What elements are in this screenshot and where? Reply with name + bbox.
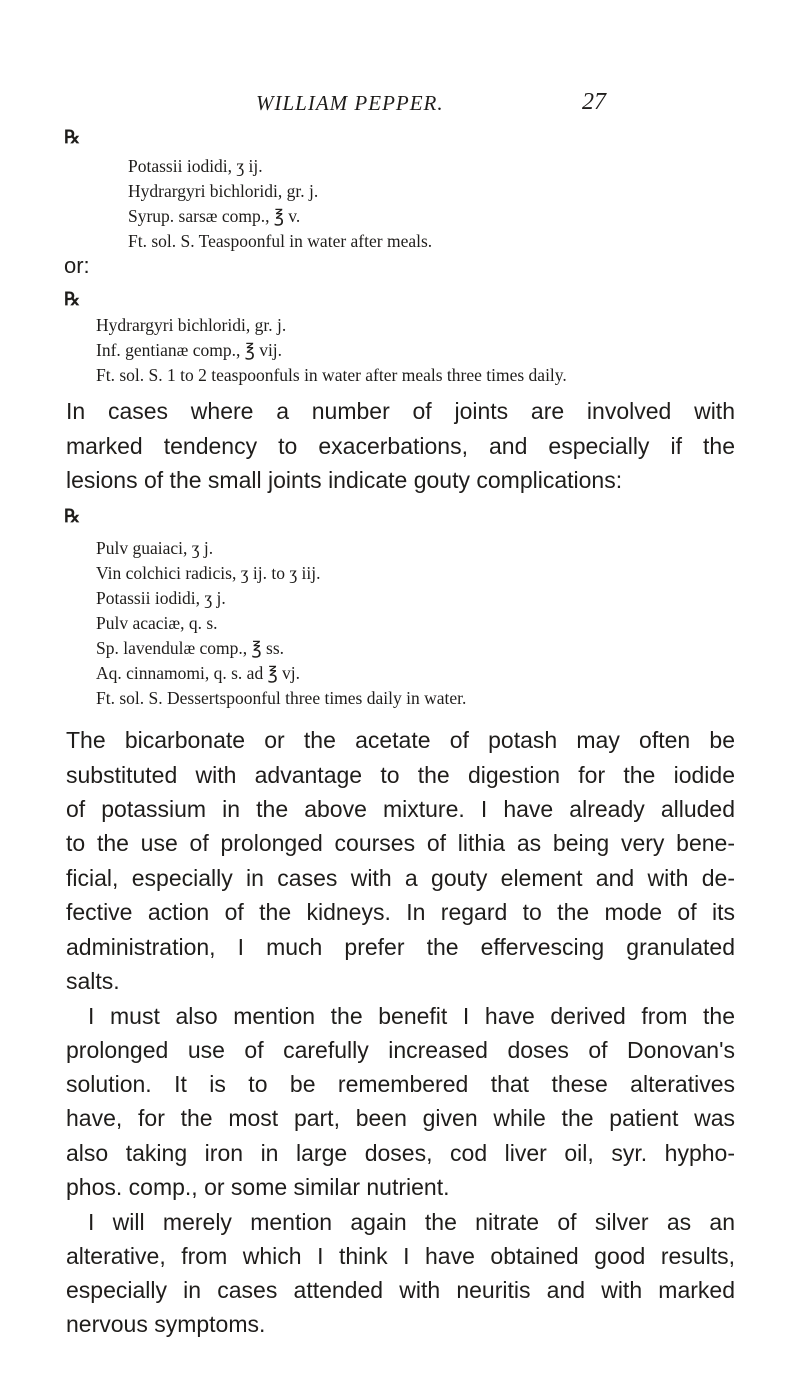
paragraph-line: marked tendency to exacerbations, and especially if the (66, 433, 735, 459)
prescription-line: Ft. sol. S. Dessertspoonful three times daily in water. (96, 688, 467, 708)
rx-symbol: ℞ (64, 289, 81, 309)
paragraph-line: I must also mention the benefit I have derived from the (88, 1003, 735, 1029)
paragraph-line: substituted with advantage to the digestion for the iodide (66, 762, 735, 788)
paragraph-line: phos. comp., or some similar nutrient. (66, 1174, 450, 1200)
page-number: 27 (582, 89, 606, 115)
rx-symbol: ℞ (64, 127, 81, 147)
prescription-line: Inf. gentianæ comp., ℥ vij. (96, 340, 283, 360)
prescription-line: Hydrargyri bichloridi, gr. j. (96, 315, 287, 335)
paragraph-line: In cases where a number of joints are involved with (66, 398, 735, 424)
prescription-line: Syrup. sarsæ comp., ℥ v. (128, 206, 301, 226)
prescription-line: Hydrargyri bichloridi, gr. j. (128, 181, 319, 201)
prescription-line: Ft. sol. S. Teaspoonful in water after meals. (128, 231, 433, 251)
prescription-line: Aq. cinnamomi, q. s. ad ℥ vj. (96, 663, 301, 683)
paragraph-line: ficial, especially in cases with a gouty element and with de- (66, 865, 735, 891)
paragraph-line: I will merely mention again the nitrate of silver as an (88, 1209, 735, 1235)
paragraph-line: The bicarbonate or the acetate of potash may often be (66, 727, 735, 753)
paragraph-line: salts. (66, 968, 120, 994)
paragraph-line: administration, I much prefer the effervescing granulated (66, 934, 735, 960)
paragraph-line: to the use of prolonged courses of lithia as being very bene- (66, 830, 735, 856)
prescription-line: Potassii iodidi, ʒ j. (96, 588, 226, 608)
paragraph-line: fective action of the kidneys. In regard to the mode of its (66, 899, 735, 925)
paragraph-line: also taking iron in large doses, cod liver oil, syr. hypho- (66, 1140, 735, 1166)
paragraph-line: of potassium in the above mixture. I have already alluded (66, 796, 735, 822)
prescription-line: Pulv guaiaci, ʒ j. (96, 538, 214, 558)
rx-symbol: ℞ (64, 506, 81, 526)
paragraph-line: solution. It is to be remembered that these alteratives (66, 1071, 735, 1097)
prescription-line: Sp. lavendulæ comp., ℥ ss. (96, 638, 285, 658)
prescription-line: Ft. sol. S. 1 to 2 teaspoonfuls in water after meals three times daily. (96, 365, 567, 385)
or-connector: or: (64, 253, 90, 278)
prescription-line: Potassii iodidi, ʒ ij. (128, 156, 263, 176)
running-head: WILLIAM PEPPER. (256, 91, 444, 115)
paragraph-line: nervous symptoms. (66, 1311, 266, 1337)
prescription-line: Vin colchici radicis, ʒ ij. to ʒ iij. (96, 563, 321, 583)
paragraph-line: lesions of the small joints indicate gouty complications: (66, 467, 623, 493)
prescription-line: Pulv acaciæ, q. s. (96, 613, 218, 633)
paragraph-line: alterative, from which I think I have obtained good results, (66, 1243, 735, 1269)
paragraph-line: prolonged use of carefully increased doses of Donovan's (66, 1037, 735, 1063)
paragraph-line: have, for the most part, been given while the patient was (66, 1105, 735, 1131)
paragraph-line: especially in cases attended with neuritis and with marked (66, 1277, 735, 1303)
